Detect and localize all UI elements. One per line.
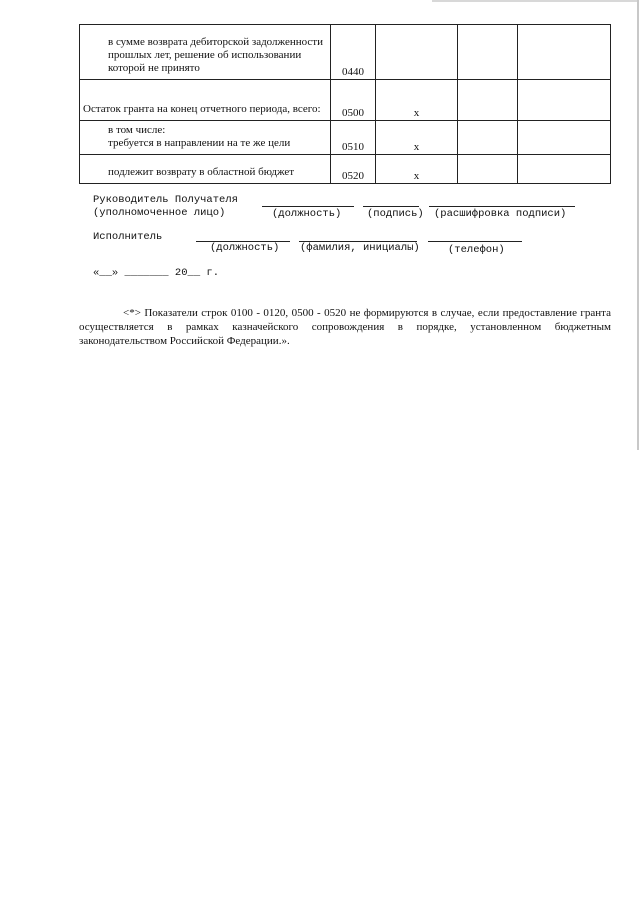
row-name-cell [80, 25, 331, 80]
date-line: «__» _______ 20__ г. [93, 267, 220, 279]
row-value-2 [458, 80, 518, 121]
executor-position-caption: (должность) [210, 242, 280, 254]
row-value-3 [518, 80, 611, 121]
scan-edge-top [432, 0, 639, 2]
executor-name-caption: (фамилия, инициалы) [300, 242, 420, 254]
head-decoding-caption: (расшифровка подписи) [434, 208, 567, 220]
head-label-line2: (уполномоченное лицо) [93, 207, 226, 219]
report-table [79, 24, 611, 184]
footnote-text: <*> Показатели строк 0100 - 0120, 0500 - 0520 не формируются в случае, если предоставление гранта осуществляется в рамках казначейского сопровождения в порядке, установленном бюджетным законодательством Российской Федерации.». [79, 307, 611, 347]
row-value-3 [518, 121, 611, 155]
row-name-cell [80, 155, 331, 184]
head-position-caption: (должность) [272, 208, 342, 220]
row-value-2 [458, 155, 518, 184]
row-name-cell [80, 80, 331, 121]
row-value-1: x [376, 121, 458, 155]
row-value-3 [518, 25, 611, 80]
row-name: в сумме возврата дебиторской задолженности прошлых лет, решение об использовании которой не принято [108, 36, 323, 74]
row-name-line1: в том числе: [108, 124, 166, 136]
table-row [80, 155, 611, 184]
footnote [79, 306, 611, 348]
row-name-line2: требуется в направлении на те же цели [108, 137, 291, 149]
row-code: 0520 [331, 155, 376, 184]
executor-phone-caption: (телефон) [448, 244, 505, 256]
head-signature-caption: (подпись) [367, 208, 424, 220]
table-row [80, 25, 611, 80]
row-value-1 [376, 25, 458, 80]
row-name: подлежит возврату в областной бюджет [108, 166, 295, 178]
head-label-line1: Руководитель Получателя [93, 194, 238, 206]
row-value-1: x [376, 80, 458, 121]
row-code: 0500 [331, 80, 376, 121]
row-name: Остаток гранта на конец отчетного периода, всего: [83, 103, 321, 115]
head-position-line [262, 206, 354, 207]
row-value-1: x [376, 155, 458, 184]
row-name-block [108, 124, 327, 154]
table-row [80, 80, 611, 121]
table-row [80, 121, 611, 155]
head-decoding-line [429, 206, 575, 207]
row-value-3 [518, 155, 611, 184]
row-code: 0510 [331, 121, 376, 155]
executor-phone-line [428, 241, 522, 242]
row-name-cell [80, 121, 331, 155]
row-code: 0440 [331, 25, 376, 80]
executor-label: Исполнитель [93, 231, 163, 243]
head-signature-line [363, 206, 419, 207]
row-value-2 [458, 121, 518, 155]
row-value-2 [458, 25, 518, 80]
